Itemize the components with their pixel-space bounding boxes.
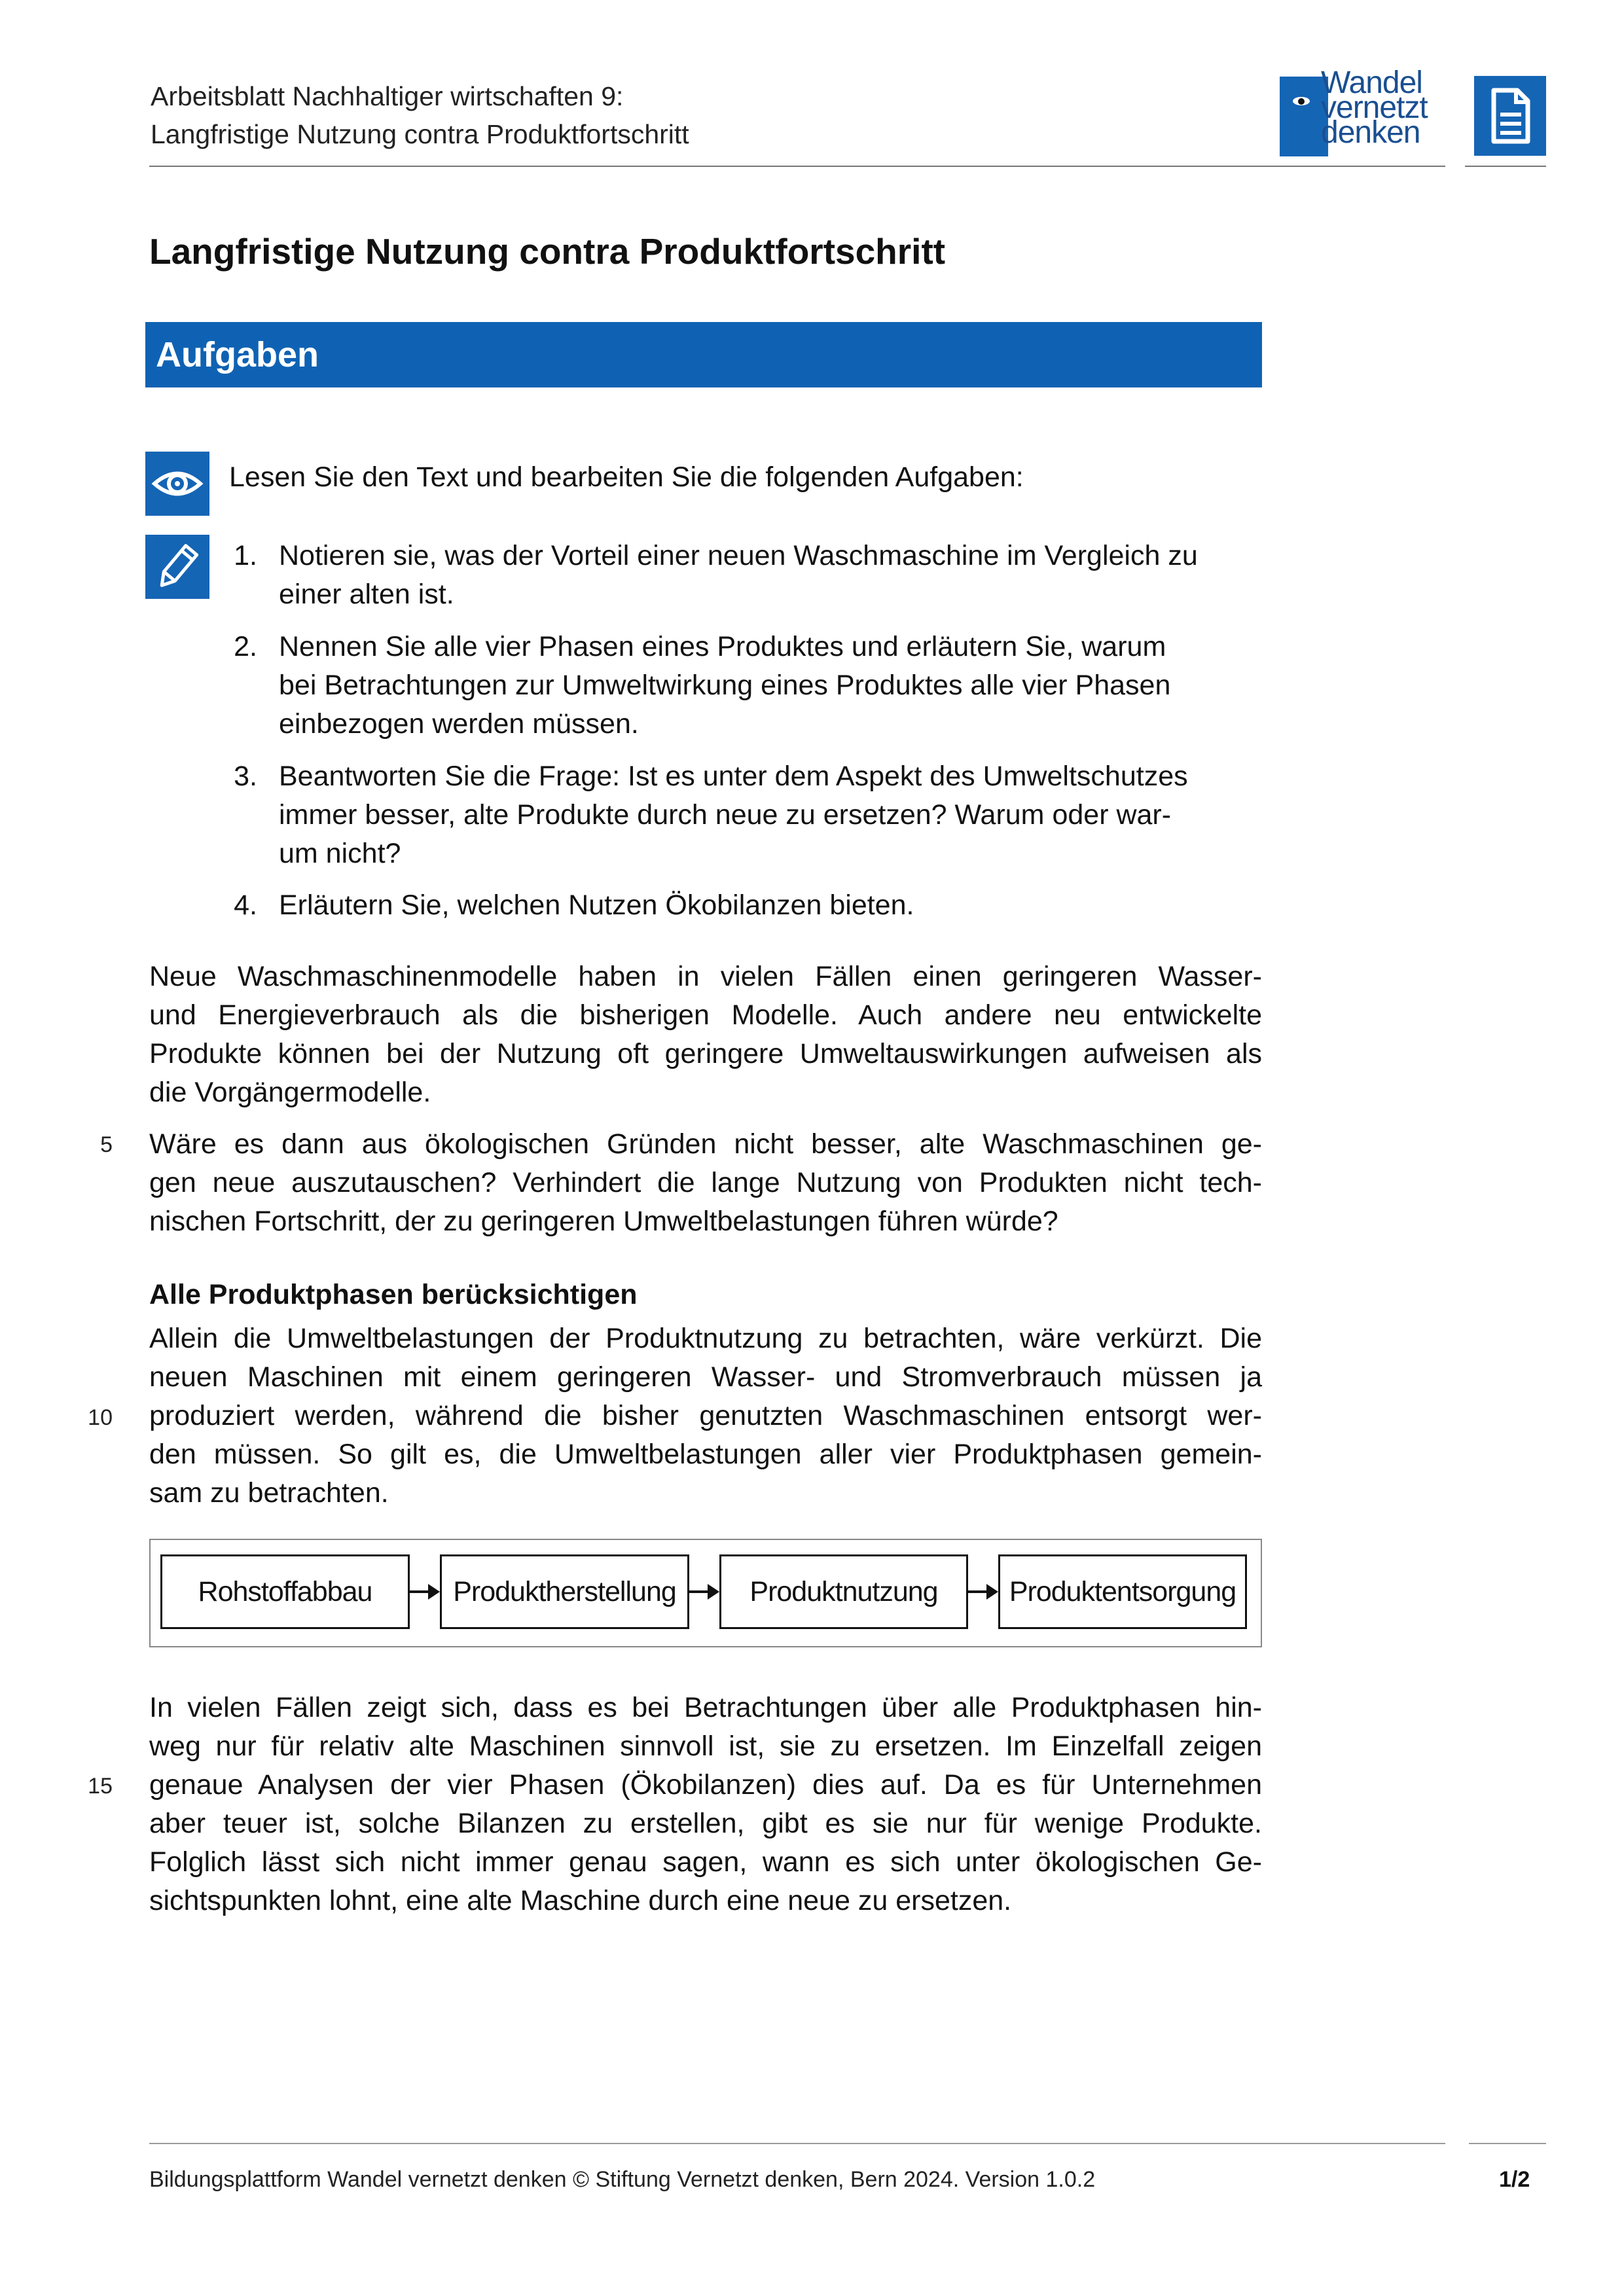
paragraph-line: In vielen Fällen zeigt sich, dass es bei Betrachtungen über alle Produktphasen hin- [149,1692,1262,1723]
footer-text: Bildungsplattform Wandel vernetzt denken © Stiftung Vernetzt denken, Bern 2024. Version 1.0.2 [149,2167,1096,2192]
header-line-1: Arbeitsblatt Nachhaltiger wirtschaften 9: [151,81,624,111]
paragraph-line: nischen Fortschritt, der zu geringeren Umweltbelastungen führen würde? [149,1206,1058,1237]
paragraph-line: Wäre es dann aus ökologischen Gründen nicht besser, alte Waschmaschinen ge- [149,1128,1262,1160]
paragraph-line: Produkte können bei der Nutzung oft geringere Umweltauswirkungen aufweisen als [149,1038,1262,1069]
task-item [279,757,1261,873]
line-number: 5 [100,1132,113,1157]
footer-divider-short [1469,2143,1546,2144]
task-number: 2. [234,631,257,662]
task-number: 3. [234,761,257,792]
logo-word-1: Wandel [1321,65,1422,100]
logo-word-2: vernetzt [1321,90,1428,125]
paragraph-1 [149,958,1262,1112]
paragraph-line: Folglich lässt sich nicht immer genau sagen, wann es sich unter ökologischen Ge- [149,1846,1262,1878]
task-item [279,537,1261,614]
pencil-icon [145,535,209,599]
task-line: einbezogen werden müssen. [279,708,639,740]
paragraph-3 [149,1319,1262,1513]
paragraph-2 [149,1125,1262,1241]
paragraph-line: gen neue auszutauschen? Verhindert die lange Nutzung von Produkten nicht tech- [149,1167,1262,1198]
header-line-2: Langfristige Nutzung contra Produktfortschritt [151,119,689,149]
task-line: um nicht? [279,838,401,869]
task-line: immer besser, alte Produkte durch neue zu ersetzen? Warum oder war- [279,799,1172,831]
task-line: Nennen Sie alle vier Phasen eines Produktes und erläutern Sie, warum [279,631,1166,662]
page-number: 1/2 [1499,2167,1530,2192]
paragraph-line: die Vorgängermodelle. [149,1077,431,1108]
phase-box: Produktherstellung [440,1554,689,1629]
logo-wordmark [1321,65,1428,150]
task-line: Erläutern Sie, welchen Nutzen Ökobilanzen bieten. [279,889,914,921]
header-divider-short [1465,166,1546,167]
document-icon [1474,76,1546,156]
line-number: 10 [88,1405,113,1430]
logo-word-3: denken [1321,115,1420,150]
paragraph-line: sichtspunkten lohnt, eine alte Maschine durch eine neue zu ersetzen. [149,1885,1012,1916]
footer-divider [149,2143,1445,2144]
paragraph-line: weg nur für relativ alte Maschinen sinnvoll ist, sie zu ersetzen. Im Einzelfall zeigen [149,1731,1262,1762]
task-line: Notieren sie, was der Vorteil einer neuen Waschmaschine im Vergleich zu [279,540,1198,571]
phase-box: Produktnutzung [719,1554,968,1629]
task-item [279,886,1261,925]
task-line: bei Betrachtungen zur Umweltwirkung eines Produktes alle vier Phasen [279,670,1171,701]
section-subheading: Alle Produktphasen berücksichtigen [149,1279,638,1310]
header-divider [149,166,1445,167]
paragraph-4 [149,1689,1262,1920]
logo-pupil [1298,98,1305,105]
arrow-right-icon [964,1577,1003,1606]
task-number: 4. [234,889,257,921]
task-line: Beantworten Sie die Frage: Ist es unter dem Aspekt des Umweltschutzes [279,761,1188,792]
paragraph-line: produziert werden, während die bisher genutzten Waschmaschinen entsorgt wer- [149,1400,1262,1431]
header-title [151,77,689,153]
task-item [279,628,1261,744]
line-number: 15 [88,1774,113,1799]
phase-box: Produktentsorgung [998,1554,1247,1629]
paragraph-line: Neue Waschmaschinenmodelle haben in vielen Fällen einen geringeren Wasser- [149,961,1262,992]
page-title: Langfristige Nutzung contra Produktfortschritt [149,231,946,272]
paragraph-line: neuen Maschinen mit einem geringeren Wasser- und Stromverbrauch müssen ja [149,1361,1262,1393]
paragraph-line: sam zu betrachten. [149,1477,389,1509]
arrow-right-icon [685,1577,725,1606]
phase-box: Rohstoffabbau [160,1554,410,1629]
paragraph-line: den müssen. So gilt es, die Umweltbelastungen aller vier Produktphasen gemein- [149,1439,1262,1470]
eye-icon [145,452,209,516]
paragraph-line: Allein die Umweltbelastungen der Produktnutzung zu betrachten, wäre verkürzt. Die [149,1323,1262,1354]
paragraph-line: aber teuer ist, solche Bilanzen zu erstellen, gibt es sie nur für wenige Produkte. [149,1808,1262,1839]
paragraph-line: genaue Analysen der vier Phasen (Ökobilanzen) dies auf. Da es für Unternehmen [149,1769,1262,1801]
task-number: 1. [234,540,257,571]
intro-text: Lesen Sie den Text und bearbeiten Sie die folgenden Aufgaben: [229,461,1024,493]
task-line: einer alten ist. [279,579,454,610]
section-band-label: Aufgaben [156,335,319,374]
paragraph-line: und Energieverbrauch als die bisherigen Modelle. Auch andere neu entwickelte [149,999,1262,1031]
arrow-right-icon [406,1577,445,1606]
